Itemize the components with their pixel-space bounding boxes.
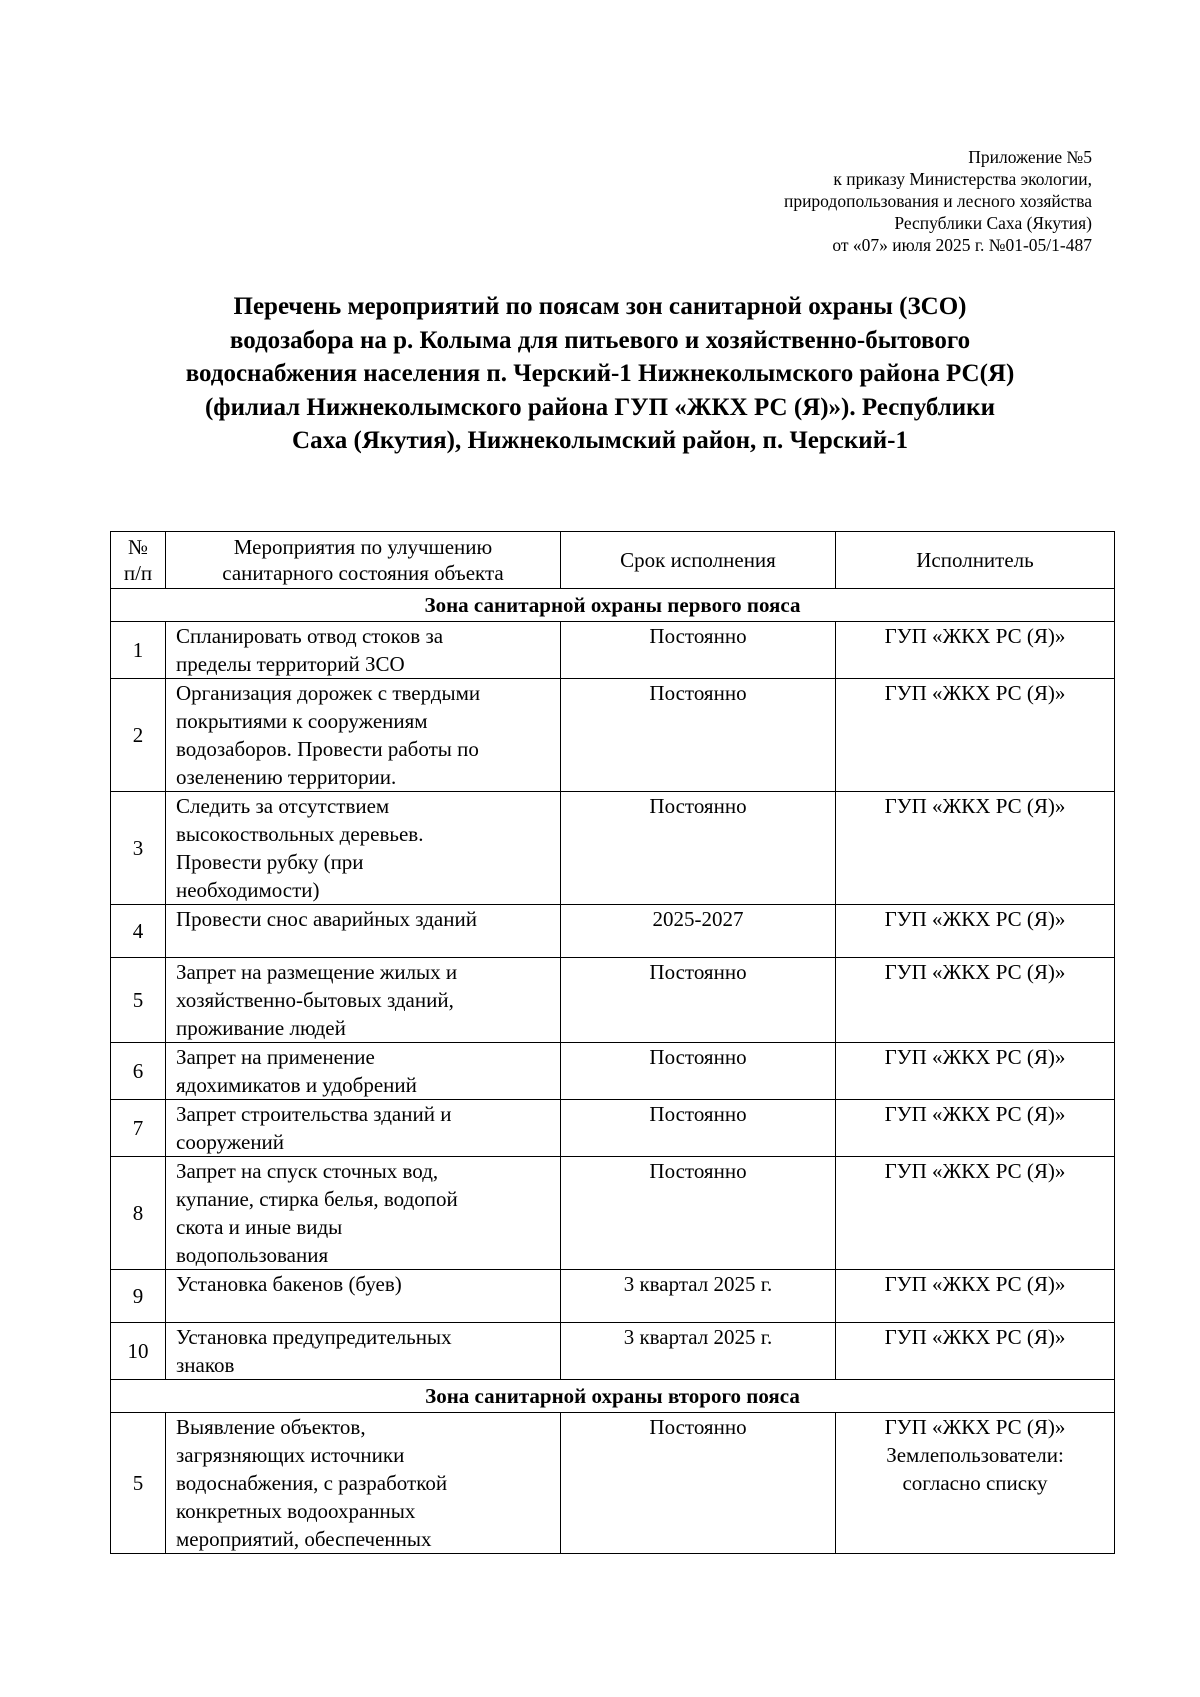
row-measure-line: водопользования bbox=[176, 1243, 329, 1267]
title-line: водоснабжения населения п. Черский-1 Нижнеколымского района РС(Я) bbox=[185, 360, 1015, 388]
row-measure bbox=[166, 1157, 561, 1270]
row-measure-line: Установка предупредительных bbox=[176, 1325, 452, 1349]
row-measure-line: скота и иные виды bbox=[176, 1215, 343, 1239]
row-measure-line: покрытиями к сооружениям bbox=[176, 709, 428, 733]
table-header-row bbox=[111, 532, 1115, 589]
header-executor: Исполнитель bbox=[836, 532, 1115, 589]
table-row bbox=[111, 679, 1115, 792]
row-measure bbox=[166, 1413, 561, 1554]
appendix-line: природопользования и лесного хозяйства bbox=[783, 191, 1092, 211]
row-measure-line: Провести снос аварийных зданий bbox=[176, 907, 477, 931]
table-row bbox=[111, 905, 1115, 958]
row-measure bbox=[166, 1043, 561, 1100]
row-executor-line: ГУП «ЖКХ РС (Я)» bbox=[884, 794, 1066, 818]
row-executor-line: согласно списку bbox=[902, 1471, 1048, 1495]
row-executor-line: ГУП «ЖКХ РС (Я)» bbox=[884, 1325, 1066, 1349]
row-deadline: Постоянно bbox=[561, 1157, 836, 1270]
measures-table-body bbox=[111, 532, 1115, 1554]
appendix-block bbox=[784, 146, 1092, 256]
row-executor bbox=[836, 1323, 1115, 1380]
row-deadline: Постоянно bbox=[561, 792, 836, 905]
zone-header-row bbox=[111, 1380, 1115, 1413]
row-deadline: Постоянно bbox=[561, 679, 836, 792]
row-number: 5 bbox=[111, 958, 166, 1043]
row-number: 1 bbox=[111, 622, 166, 679]
row-measure-line: Запрет строительства зданий и bbox=[176, 1102, 452, 1126]
row-measure-line: загрязняющих источники bbox=[176, 1443, 405, 1467]
row-measure-line: Установка бакенов (буев) bbox=[176, 1272, 402, 1296]
row-measure-line: мероприятий, обеспеченных bbox=[176, 1527, 432, 1551]
row-number: 8 bbox=[111, 1157, 166, 1270]
row-deadline: 3 квартал 2025 г. bbox=[561, 1270, 836, 1323]
row-executor bbox=[836, 1157, 1115, 1270]
header-num bbox=[111, 532, 166, 589]
row-measure bbox=[166, 958, 561, 1043]
row-measure-line: Спланировать отвод стоков за bbox=[176, 624, 444, 648]
row-number: 5 bbox=[111, 1413, 166, 1554]
row-executor bbox=[836, 1270, 1115, 1323]
table-row bbox=[111, 1323, 1115, 1380]
table-row bbox=[111, 1413, 1115, 1554]
row-measure-line: водоснабжения, с разработкой bbox=[176, 1471, 448, 1495]
row-measure-line: Выявление объектов, bbox=[176, 1415, 366, 1439]
row-executor-line: ГУП «ЖКХ РС (Я)» bbox=[884, 1102, 1066, 1126]
row-executor-line: ГУП «ЖКХ РС (Я)» bbox=[884, 1415, 1066, 1439]
row-measure bbox=[166, 792, 561, 905]
row-measure-line: знаков bbox=[176, 1353, 235, 1377]
row-number: 6 bbox=[111, 1043, 166, 1100]
table-row bbox=[111, 1157, 1115, 1270]
row-measure-line: озеленению территории. bbox=[176, 765, 397, 789]
row-measure bbox=[166, 622, 561, 679]
row-measure-line: ядохимикатов и удобрений bbox=[176, 1073, 417, 1097]
row-measure-line: Провести рубку (при bbox=[176, 850, 364, 874]
table-row bbox=[111, 1270, 1115, 1323]
row-deadline: Постоянно bbox=[561, 958, 836, 1043]
row-measure-line: хозяйственно-бытовых зданий, bbox=[176, 988, 454, 1012]
row-deadline: Постоянно bbox=[561, 1100, 836, 1157]
row-executor bbox=[836, 622, 1115, 679]
row-executor bbox=[836, 958, 1115, 1043]
measures-table bbox=[110, 531, 1115, 1554]
row-measure-line: Запрет на спуск сточных вод, bbox=[176, 1159, 439, 1183]
row-measure-line: высокоствольных деревьев. bbox=[176, 822, 424, 846]
row-executor-line: ГУП «ЖКХ РС (Я)» bbox=[884, 624, 1066, 648]
row-number: 9 bbox=[111, 1270, 166, 1323]
row-measure bbox=[166, 679, 561, 792]
header-num-line: п/п bbox=[123, 561, 153, 585]
row-executor-line: Землепользователи: bbox=[886, 1443, 1064, 1467]
row-executor-line: ГУП «ЖКХ РС (Я)» bbox=[884, 1159, 1066, 1183]
title-line: Саха (Якутия), Нижнеколымский район, п. Черский-1 bbox=[292, 427, 908, 455]
table-row bbox=[111, 1100, 1115, 1157]
row-measure-line: Запрет на размещение жилых и bbox=[176, 960, 458, 984]
row-measure-line: пределы территорий ЗСО bbox=[176, 652, 405, 676]
header-measure bbox=[166, 532, 561, 589]
header-deadline: Срок исполнения bbox=[561, 532, 836, 589]
row-executor-line: ГУП «ЖКХ РС (Я)» bbox=[884, 907, 1066, 931]
row-executor bbox=[836, 679, 1115, 792]
table-row bbox=[111, 958, 1115, 1043]
table-row bbox=[111, 1043, 1115, 1100]
row-deadline: 3 квартал 2025 г. bbox=[561, 1323, 836, 1380]
appendix-line: Республики Саха (Якутия) bbox=[894, 213, 1092, 233]
zone-title: Зона санитарной охраны второго пояса bbox=[111, 1380, 1115, 1413]
title-line: водозабора на р. Колыма для питьевого и хозяйственно-бытового bbox=[229, 326, 971, 354]
row-number: 3 bbox=[111, 792, 166, 905]
row-measure-line: необходимости) bbox=[176, 878, 320, 902]
row-executor bbox=[836, 1043, 1115, 1100]
row-executor-line: ГУП «ЖКХ РС (Я)» bbox=[884, 1272, 1066, 1296]
zone-title: Зона санитарной охраны первого пояса bbox=[111, 589, 1115, 622]
zone-header-row bbox=[111, 589, 1115, 622]
row-measure bbox=[166, 1100, 561, 1157]
row-deadline: Постоянно bbox=[561, 1413, 836, 1554]
table-row bbox=[111, 792, 1115, 905]
row-number: 2 bbox=[111, 679, 166, 792]
appendix-line: Приложение №5 bbox=[968, 147, 1092, 167]
header-measure-line: санитарного состояния объекта bbox=[222, 561, 504, 585]
row-number: 10 bbox=[111, 1323, 166, 1380]
appendix-line: от «07» июля 2025 г. №01-05/1-487 bbox=[832, 235, 1092, 255]
table-row bbox=[111, 622, 1115, 679]
document-title bbox=[100, 290, 1100, 458]
row-measure-line: Организация дорожек с твердыми bbox=[176, 681, 481, 705]
header-num-line: № bbox=[127, 535, 149, 559]
header-measure-line: Мероприятия по улучшению bbox=[233, 535, 493, 559]
title-line: Перечень мероприятий по поясам зон санитарной охраны (ЗСО) bbox=[233, 293, 967, 320]
row-executor bbox=[836, 905, 1115, 958]
row-deadline: Постоянно bbox=[561, 622, 836, 679]
row-executor-line: ГУП «ЖКХ РС (Я)» bbox=[884, 1045, 1066, 1069]
row-measure-line: конкретных водоохранных bbox=[176, 1499, 416, 1523]
row-measure bbox=[166, 1270, 561, 1323]
row-measure-line: купание, стирка белья, водопой bbox=[176, 1187, 458, 1211]
row-executor-line: ГУП «ЖКХ РС (Я)» bbox=[884, 960, 1066, 984]
row-deadline: 2025-2027 bbox=[561, 905, 836, 958]
row-executor-line: ГУП «ЖКХ РС (Я)» bbox=[884, 681, 1066, 705]
row-deadline: Постоянно bbox=[561, 1043, 836, 1100]
row-measure bbox=[166, 1323, 561, 1380]
appendix-line: к приказу Министерства экологии, bbox=[833, 169, 1092, 189]
row-number: 4 bbox=[111, 905, 166, 958]
row-measure bbox=[166, 905, 561, 958]
row-measure-line: сооружений bbox=[176, 1130, 285, 1154]
row-number: 7 bbox=[111, 1100, 166, 1157]
row-measure-line: Следить за отсутствием bbox=[176, 794, 390, 818]
row-measure-line: проживание людей bbox=[176, 1016, 346, 1040]
row-executor bbox=[836, 792, 1115, 905]
row-measure-line: Запрет на применение bbox=[176, 1045, 375, 1069]
title-line: (филиал Нижнеколымского района ГУП «ЖКХ РС (Я)»). Республики bbox=[204, 393, 995, 421]
row-executor bbox=[836, 1100, 1115, 1157]
row-measure-line: водозаборов. Провести работы по bbox=[176, 737, 479, 761]
row-executor bbox=[836, 1413, 1115, 1554]
